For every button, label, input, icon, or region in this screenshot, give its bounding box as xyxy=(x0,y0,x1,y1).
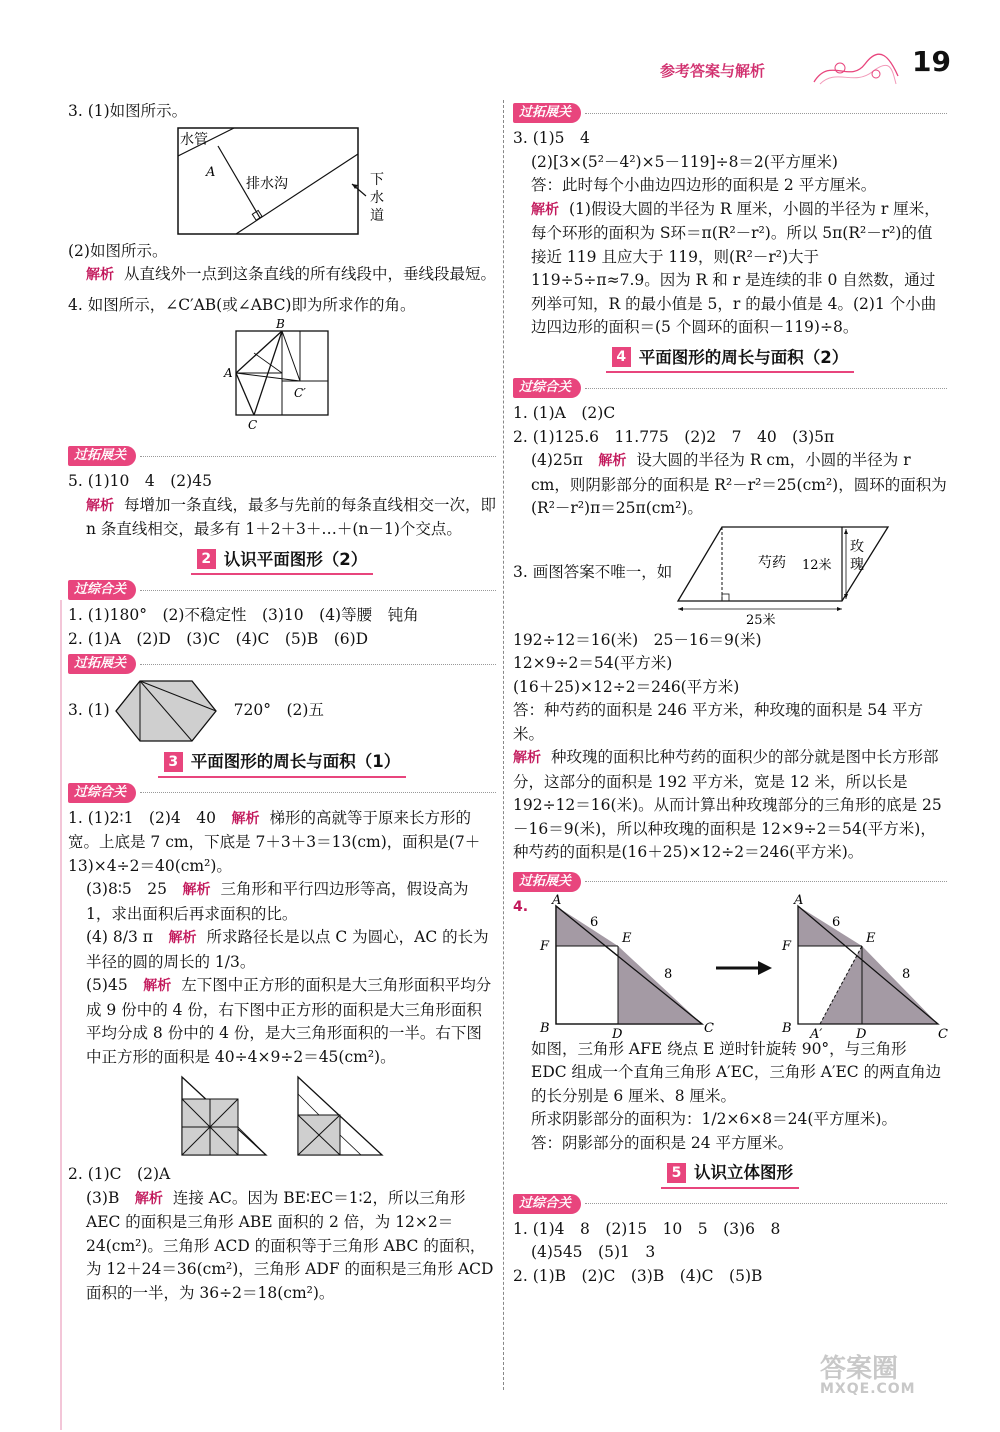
analysis-5: 每增加一条直线，最多与先前的每条直线相交一次，即 n 条直线相交，最多有 1＋2＋3＋…＋(n－1)个交点。 xyxy=(86,495,497,538)
label-a: A xyxy=(224,366,233,380)
s4-answer-4: 4. A F E B D C 6 8 A F E B A′ D C 6 8 xyxy=(513,892,949,1042)
s4-analysis-3: 种玫瑰的面积比种芍药的面积少的部分就是图中长方形部分，这部分的面积是 192 平方米，宽是 12 米，所以长是 192÷12＝16(米)。从而计算出种玫瑰部分的三角形的底是 25－16＝9(米)，所以种玫瑰的面积是 12×9÷2＝54(平方米)，种芍药的面积是(16＋25)×12÷2＝246(平方米)。 xyxy=(513,748,942,861)
label-b: B xyxy=(276,317,285,331)
tag-guotuozhan: 过拓展关 xyxy=(513,871,947,893)
label-d: D xyxy=(612,1026,623,1042)
label-dao: 道 xyxy=(370,207,384,224)
s2-answer-3: 3. (1) 720° (2)五 xyxy=(68,678,496,744)
tag-guozonghe: 过综合关 xyxy=(68,782,496,804)
label-b: B xyxy=(782,1020,792,1036)
watermark-line2: MXQE.COM xyxy=(820,1380,916,1397)
jiexi-label: 解析 xyxy=(598,453,627,469)
decoration-swirl-icon xyxy=(810,54,902,96)
s4-answer-1: 1. (1)A (2)C xyxy=(513,404,616,422)
answer-5: 5. (1)10 4 (2)45 xyxy=(68,472,212,490)
label-d: D xyxy=(856,1026,867,1042)
s4-answer-2-4: (4)25π xyxy=(531,451,583,469)
answer-3-1: 3. (1)如图所示。 xyxy=(68,102,188,120)
column-divider xyxy=(503,100,504,1390)
tag-guotuozhan: 过拓展关 xyxy=(68,445,496,467)
label-height: 12米 xyxy=(802,557,832,573)
jiexi-label: 解析 xyxy=(531,201,559,218)
s3-analysis-1a: 梯形的高就等于原来长方形的宽。上底是 7 cm，下底是 7＋3＋3＝13(cm)，面积是(7＋13)×4÷2＝40(cm²)。 xyxy=(68,808,481,875)
s4-answer-2: 2. (1)125.6 11.775 (2)2 7 40 (3)5π xyxy=(513,427,835,446)
s3-answer-1b: (3)8∶5 25 xyxy=(86,880,167,898)
jiexi-label: 解析 xyxy=(86,497,114,514)
page-number: 19 xyxy=(912,45,951,78)
s4-calc-3: (16＋25)×12÷2＝246(平方米) xyxy=(513,677,740,696)
s5-answer-1a: 1. (1)4 8 (2)15 10 5 (3)6 8 xyxy=(513,1219,781,1238)
s4-analysis-2: 设大圆的半径为 R cm，小圆的半径为 r cm，则阴影部分的面积是 R²－r²＝25(cm²)，圆环的面积为(R²－r²)π＝25π(cm²)。 xyxy=(531,451,947,517)
s4-calc-2: 12×9÷2＝54(平方米) xyxy=(513,654,673,672)
analysis-3: 从直线外一点到这条直线的所有线段中，垂线段最短。 xyxy=(124,265,497,283)
jiexi-label: 解析 xyxy=(182,882,211,898)
label-f: F xyxy=(540,938,550,954)
label-mei: 玫 xyxy=(850,538,865,555)
water-pipe-figure xyxy=(176,126,496,238)
s3-answer-2-3: (3)B xyxy=(86,1188,120,1207)
s3-analysis-1c: 所求路径长是以点 C 为圆心，AC 的长为半径的圆的周长的 1/3。 xyxy=(86,928,489,971)
garden-figure xyxy=(676,521,896,628)
label-c-prime: C′ xyxy=(294,386,306,400)
s4-answer-4-conclusion: 答：阴影部分的面积是 24 平方厘米。 xyxy=(531,1133,794,1152)
s2-answer-2: 2. (1)A (2)D (3)C (4)C (5)B (6)D xyxy=(68,629,369,648)
s4-calc-1: 192÷12＝16(米) 25－16＝9(米) xyxy=(513,630,762,649)
s3-answer-2: 2. (1)C (2)A xyxy=(68,1165,171,1183)
label-c: C xyxy=(248,418,258,432)
header-title: 参考答案与解析 xyxy=(660,62,766,80)
s2-answer-1: 1. (1)180° (2)不稳定性 (3)10 (4)等腰 钝角 xyxy=(68,606,419,624)
arrow-right-icon xyxy=(758,961,772,975)
tag-guozonghe: 过综合关 xyxy=(513,1193,947,1215)
label-b: B xyxy=(540,1020,550,1036)
tag-guotuozhan: 过拓展关 xyxy=(513,102,947,124)
s4-answer-3-conclusion: 答：种芍药的面积是 246 平方米，种玫瑰的面积是 54 平方米。 xyxy=(513,701,924,743)
label-six: 6 xyxy=(832,914,841,930)
label-six: 6 xyxy=(590,914,599,930)
s5-answer-2: 2. (1)B (2)C (3)B (4)C (5)B xyxy=(513,1266,763,1285)
label-width: 25米 xyxy=(746,612,776,628)
label-f: F xyxy=(782,938,792,954)
watermark xyxy=(820,1354,916,1401)
label-a: A xyxy=(206,164,216,180)
s3-answer-1a: 1. (1)2∶1 (2)4 40 xyxy=(68,808,216,827)
label-xia: 下 xyxy=(370,171,384,188)
angle-figure xyxy=(224,319,496,431)
jiexi-label: 解析 xyxy=(86,267,114,283)
s4-answer-3: 3. 画图答案不唯一，如 芍药 12米 玫 瑰 25米 xyxy=(513,521,947,625)
label-eight: 8 xyxy=(902,966,911,982)
label-shuiguan: 水管 xyxy=(180,131,208,148)
jiexi-label: 解析 xyxy=(231,810,260,827)
label-c: C xyxy=(938,1026,949,1042)
label-paishuigou: 排水沟 xyxy=(246,175,288,192)
section-5-heading: 5 认识立体图形 xyxy=(513,1161,947,1189)
label-gui: 瑰 xyxy=(850,556,865,573)
jiexi-label: 解析 xyxy=(168,930,197,946)
page-header xyxy=(660,45,960,92)
tag-guozonghe: 过综合关 xyxy=(513,377,947,399)
triangle-nine-parts-figure xyxy=(178,1073,270,1159)
label-a: A xyxy=(794,892,804,908)
tag-guotuozhan: 过拓展关 xyxy=(68,653,496,675)
left-column xyxy=(68,100,496,1305)
s3-analysis-1b: 三角形和平行四边形等高，假设高为 1，求出面积后再求面积的比。 xyxy=(86,880,469,923)
section-4-heading: 4 平面图形的周长与面积（2） xyxy=(513,346,947,374)
triangle-eight-parts-figure xyxy=(294,1073,386,1159)
s3-answer-1d: (5)45 xyxy=(86,976,128,994)
s4-answer-4-text: 如图，三角形 AFE 绕点 E 逆时针旋转 90°，与三角形 EDC 组成一个直角三角形 A′EC，三角形 A′EC 的两直角边的长分别是 6 厘米、8 厘米。 xyxy=(531,1039,942,1105)
answer-3-1: 3. (1)5 4 xyxy=(513,129,590,147)
label-shui: 水 xyxy=(370,189,384,206)
s3-analysis-1d: 左下图中正方形的面积是大三角形面积平均分成 9 份中的 4 份，右下图中正方形的面积是大三角形面积平均分成 8 份中的 4 份，是大三角形面积的一半。右下图中正方形的面积是 40÷4×9÷2＝45(cm²)。 xyxy=(86,976,492,1066)
section-2-heading: 2 认识平面图形（2） xyxy=(68,548,496,576)
tag-guozonghe: 过综合关 xyxy=(68,579,496,601)
jiexi-label: 解析 xyxy=(134,1190,163,1207)
s5-answer-1b: (4)545 (5)1 3 xyxy=(531,1243,656,1261)
right-column xyxy=(513,100,947,1288)
s3-answer-1c: (4) 8/3 π xyxy=(86,928,153,946)
label-c: C xyxy=(704,1020,715,1036)
rotated-triangle-figures xyxy=(532,892,949,1042)
label-a: A xyxy=(552,892,562,908)
label-e: E xyxy=(622,930,632,946)
answer-4: 4. 如图所示，∠C′AB(或∠ABC)即为所求作的角。 xyxy=(68,295,416,314)
jiexi-label: 解析 xyxy=(143,978,172,994)
s4-answer-4-area: 所求阴影部分的面积为：1/2×6×8＝24(平方厘米)。 xyxy=(531,1110,897,1128)
jiexi-label: 解析 xyxy=(513,750,541,766)
answer-3-conclusion: 答：此时每个小曲边四边形的面积是 2 平方厘米。 xyxy=(531,176,877,194)
hexagon-figure xyxy=(112,678,220,744)
answer-3-2: (2)[3×(5²－4²)×5－119]÷8＝2(平方厘米) xyxy=(531,152,838,171)
s3-analysis-2: 连接 AC。因为 BE∶EC＝1∶2，所以三角形 AEC 的面积是三角形 ABE 面积的 2 倍，为 12×2＝24(cm²)。三角形 ACD 的面积等于三角形 ABC 的面积，为 12＋24＝36(cm²)，三角形 ADF 的面积是三角形 ACD 面积的一半，为 36÷2＝18(cm²)。 xyxy=(86,1188,494,1302)
analysis-3: (1)假设大圆的半径为 R 厘米，小圆的半径为 r 厘米，每个环形的面积为 S环＝π(R²－r²)。所以 5π(R²－r²)的值接近 119 且应大于 119，则(R²－r²)大于 119÷5÷π≈7.9。因为 R 和 r 是连续的非 0 自然数，通过列举可知，R 的最小值是 5，r 的最小值是 4。(2)1 个小曲边四边形的面积＝(5 个圆环的面积－119)÷8。 xyxy=(531,199,940,336)
section-3-heading: 3 平面图形的周长与面积（1） xyxy=(68,750,496,778)
label-a-prime: A′ xyxy=(810,1026,823,1042)
margin-line xyxy=(60,600,62,1430)
label-shaoyao: 芍药 xyxy=(758,554,787,571)
label-e: E xyxy=(866,930,876,946)
label-eight: 8 xyxy=(664,966,673,982)
answer-3-2: (2)如图所示。 xyxy=(68,241,168,260)
watermark-line1: 答案圈 xyxy=(820,1354,899,1384)
square-in-triangle-figures xyxy=(178,1073,496,1159)
